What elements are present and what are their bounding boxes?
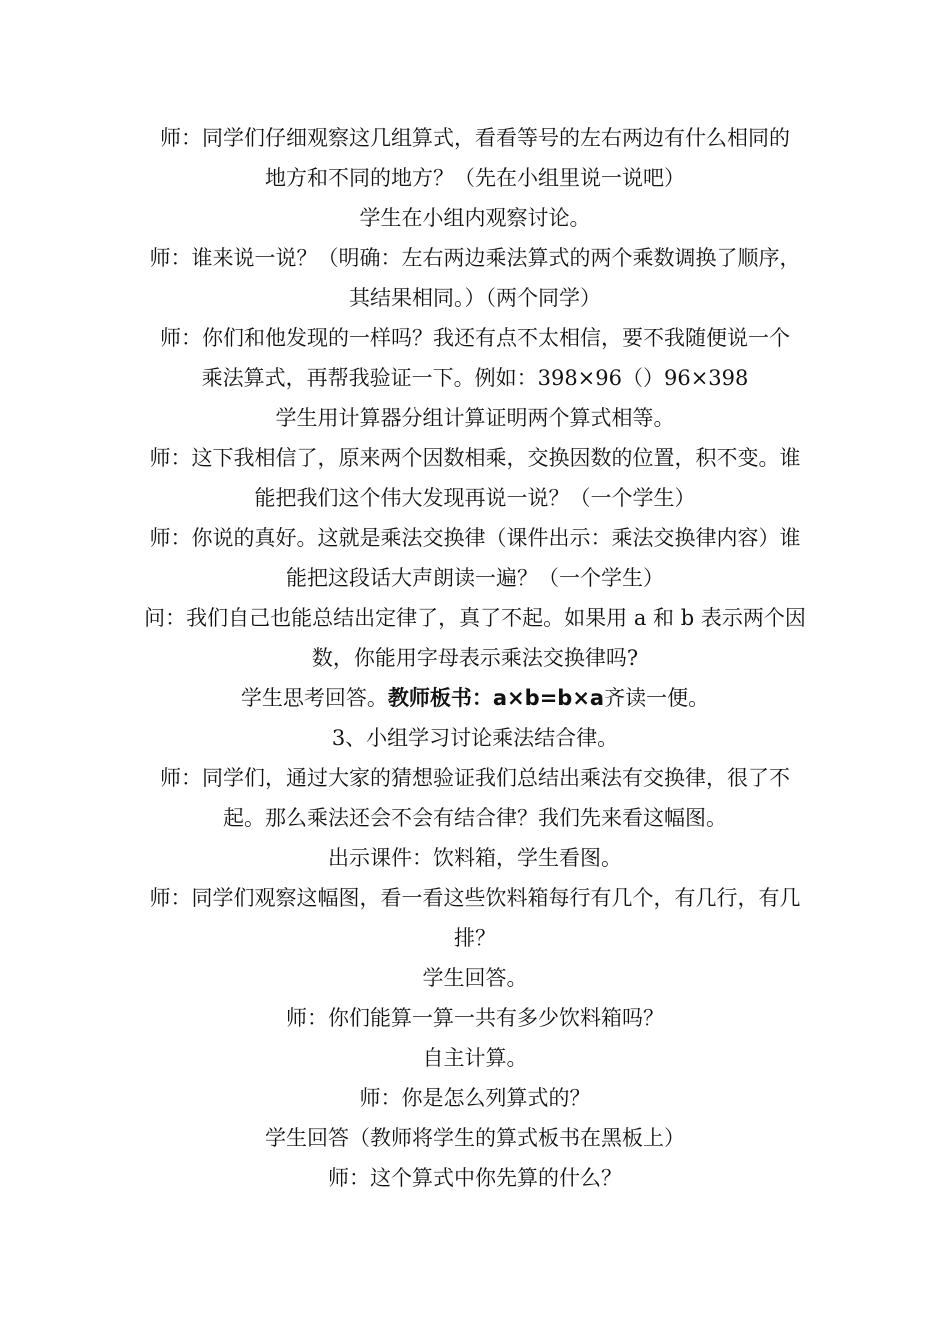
text-line: 师：你们能算一算一共有多少饮料箱吗？ [286, 1006, 664, 1030]
document-page [0, 118, 950, 1198]
text-line: 师：同学们观察这幅图，看一看这些饮料箱每行有几个，有几行，有几 [149, 886, 801, 910]
text-line: 师：这个算式中你先算的什么？ [328, 1166, 622, 1190]
text-line: 师：谁来说一说？（明确：左右两边乘法算式的两个乘数调换了顺序， [149, 246, 801, 270]
text-line: 出示课件：饮料箱，学生看图。 [328, 846, 622, 870]
text-line: 学生回答（教师将学生的算式板书在黑板上） [265, 1126, 685, 1150]
text-line: 起。那么乘法还会不会有结合律？我们先来看这幅图。 [223, 806, 727, 830]
text-line: 师：你是怎么列算式的？ [359, 1086, 591, 1110]
text-line: 乘法算式，再帮我验证一下。例如：398×96（）96×398 [201, 366, 749, 390]
board-line [0, 678, 950, 718]
text-line: 学生用计算器分组计算证明两个算式相等。 [275, 406, 675, 430]
board-suffix: 齐读一便。 [604, 686, 710, 710]
text-line: 其结果相同。）（两个同学） [349, 286, 601, 310]
text-line: 地方和不同的地方？（先在小组里说一说吧） [265, 166, 685, 190]
text-line: 学生在小组内观察讨论。 [359, 206, 591, 230]
board-formula: 教师板书：a×b=b×a [387, 686, 605, 710]
text-line: 师：同学们，通过大家的猜想验证我们总结出乘法有交换律，很了不 [160, 766, 790, 790]
text-line: 师：你们和他发现的一样吗？我还有点不太相信，要不我随便说一个 [160, 326, 790, 350]
text-line: 师：你说的真好。这就是乘法交换律（课件出示：乘法交换律内容）谁 [149, 526, 801, 550]
text-line: 自主计算。 [422, 1046, 528, 1070]
text-line: 学生回答。 [422, 966, 528, 990]
text-line: 能把我们这个伟大发现再说一说？（一个学生） [254, 486, 696, 510]
section-heading: 3、小组学习讨论乘法结合律。 [331, 726, 619, 750]
text-line: 数，你能用字母表示乘法交换律吗? [311, 646, 639, 670]
text-line: 问：我们自己也能总结出定律了，真了不起。如果用 a 和 b 表示两个因 [144, 606, 806, 630]
text-line: 能把这段话大声朗读一遍？（一个学生） [286, 566, 664, 590]
text-line: 师：这下我相信了，原来两个因数相乘，交换因数的位置，积不变。谁 [149, 446, 801, 470]
text-line: 排？ [454, 926, 496, 950]
text-line: 师：同学们仔细观察这几组算式，看看等号的左右两边有什么相同的 [160, 126, 790, 150]
board-prefix: 学生思考回答。 [240, 686, 388, 710]
